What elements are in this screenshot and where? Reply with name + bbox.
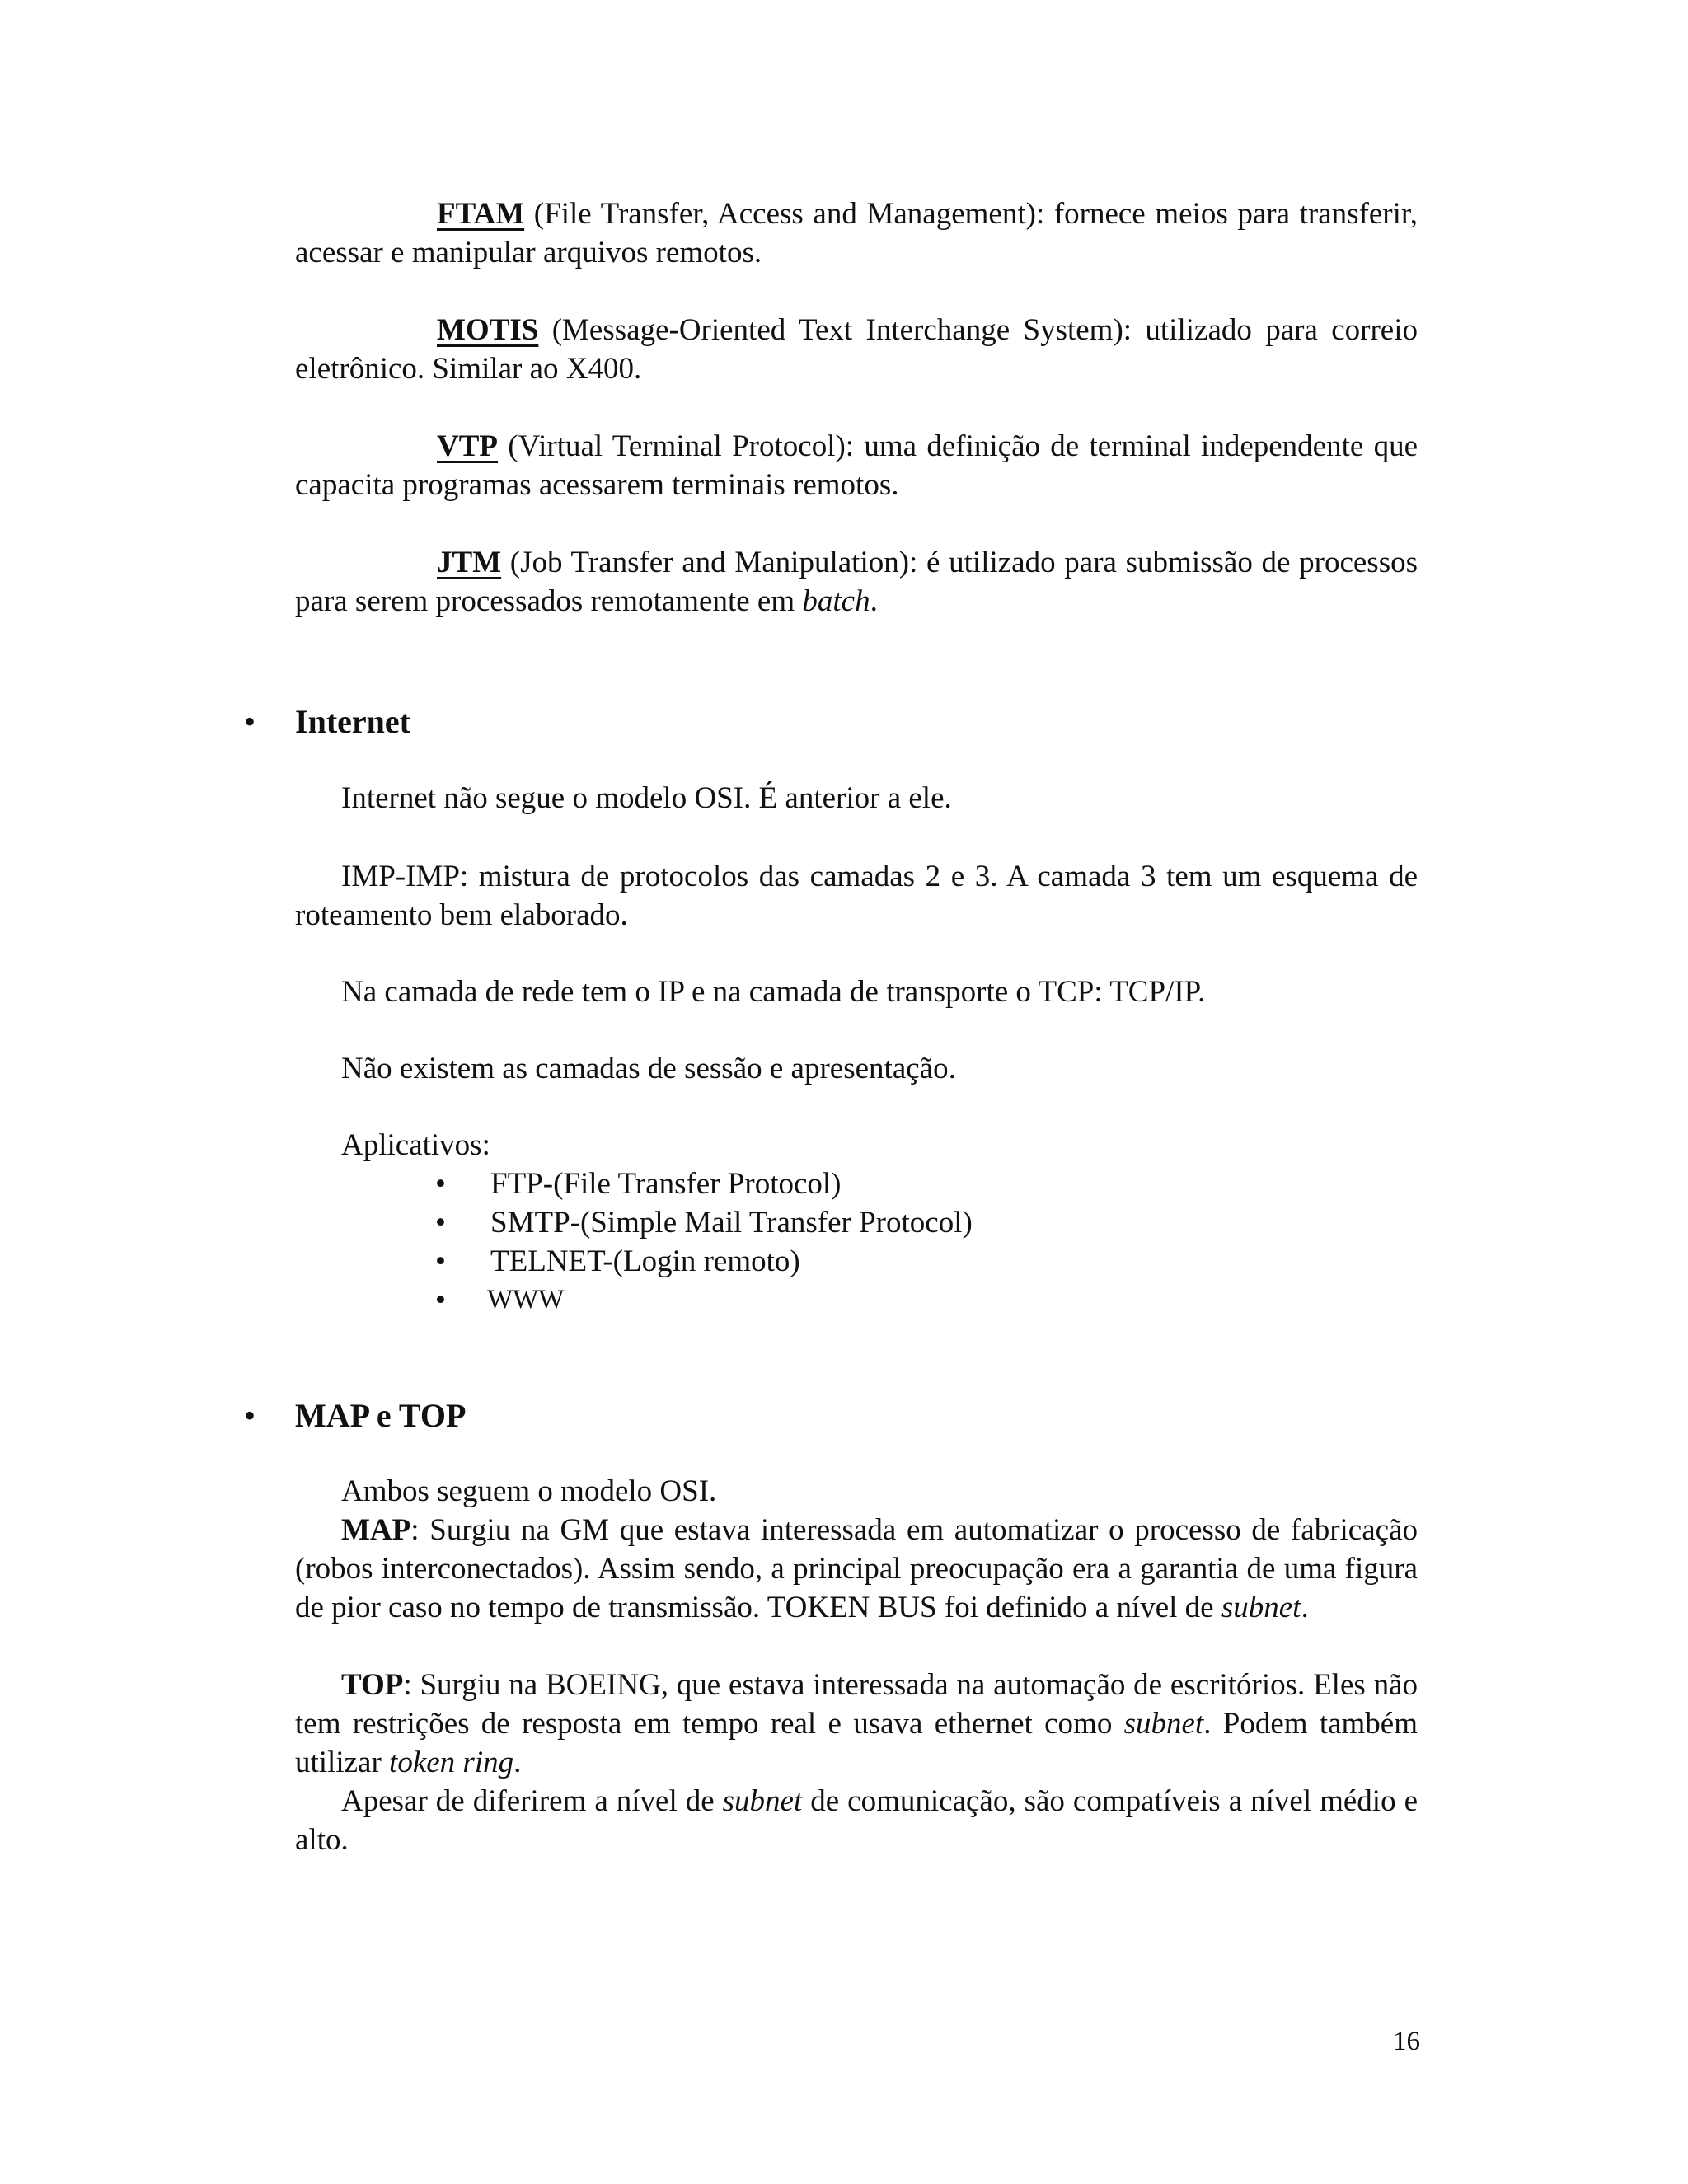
jtm-description: (Job Transfer and Manipulation): é utilizado para submissão de processos para serem processados remotamente em — [295, 546, 1418, 618]
list-item-text: WWW — [487, 1285, 565, 1315]
list-item — [0, 1203, 1688, 1242]
list-item-text: TELNET-(Login remoto) — [490, 1244, 800, 1278]
map-end: . — [1301, 1591, 1309, 1624]
ftam-term: FTAM — [437, 197, 525, 231]
map-paragraph — [295, 1511, 1418, 1627]
bullet-icon: • — [435, 1244, 446, 1278]
ftam-description: (File Transfer, Access and Management): fornece meios para transferir, acessar e manipular arquivos remotos. — [295, 197, 1418, 269]
internet-p1: Internet não segue o modelo OSI. É anterior a ele. — [341, 781, 952, 815]
page-number: 16 — [1393, 2027, 1420, 2056]
top-italic: subnet — [1123, 1707, 1204, 1741]
motis-description: (Message-Oriented Text Interchange System): utilizado para correio eletrônico. Similar ao X400. — [295, 313, 1418, 386]
top-text: : Surgiu na BOEING, que estava interessada na automação de escritórios. Eles não tem restrições de resposta em tempo real e usava ethernet como — [295, 1668, 1418, 1741]
vtp-paragraph — [295, 427, 1418, 504]
p4-end: de comunicação, são compatíveis a nível médio e alto. — [295, 1784, 1418, 1857]
top-label: TOP — [341, 1668, 404, 1702]
map-top-heading-text: MAP e TOP — [295, 1397, 467, 1434]
apps-label: Aplicativos: — [341, 1128, 490, 1162]
jtm-italic: batch — [802, 584, 870, 618]
jtm-term: JTM — [437, 546, 502, 579]
p4-italic: subnet — [722, 1784, 803, 1818]
jtm-paragraph — [295, 543, 1418, 621]
list-item-text: FTP-(File Transfer Protocol) — [490, 1167, 842, 1201]
list-item — [0, 1281, 1688, 1319]
map-italic: subnet — [1221, 1591, 1301, 1624]
list-item-text: SMTP-(Simple Mail Transfer Protocol) — [490, 1206, 973, 1240]
bullet-icon: • — [435, 1206, 446, 1240]
bullet-icon: • — [244, 1397, 256, 1434]
internet-p3: Na camada de rede tem o IP e na camada de transporte o TCP: TCP/IP. — [341, 975, 1206, 1009]
map-text: : Surgiu na GM que estava interessada em automatizar o processo de fabricação (robos interconectados). Assim sendo, a principal preocupação era a garantia de uma figura de pior caso no tempo de transmissão. TOKEN BUS foi definido a nível de — [295, 1513, 1418, 1624]
map-top-p1: Ambos seguem o modelo OSI. — [341, 1474, 717, 1508]
top-mid: . Podem também utilizar — [295, 1707, 1418, 1779]
p4-start: Apesar de diferirem a nível de — [341, 1784, 723, 1818]
ftam-paragraph — [295, 194, 1418, 272]
top-paragraph — [295, 1666, 1418, 1782]
vtp-term: VTP — [437, 429, 498, 463]
motis-paragraph — [295, 311, 1418, 388]
vtp-description: (Virtual Terminal Protocol): uma definição de terminal independente que capacita programas acessarem terminais remotos. — [295, 429, 1418, 502]
top-italic2: token ring — [389, 1746, 514, 1779]
jtm-end: . — [870, 584, 878, 618]
motis-term: MOTIS — [437, 313, 539, 347]
map-top-p4 — [295, 1782, 1418, 1859]
internet-heading-text: Internet — [295, 703, 410, 740]
list-item — [0, 1242, 1688, 1281]
bullet-icon: • — [435, 1283, 446, 1317]
bullet-icon: • — [244, 703, 256, 740]
internet-p2: IMP-IMP: mistura de protocolos das camadas 2 e 3. A camada 3 tem um esquema de roteamento bem elaborado. — [295, 860, 1418, 932]
internet-p4: Não existem as camadas de sessão e apresentação. — [341, 1052, 956, 1085]
map-label: MAP — [341, 1513, 411, 1547]
list-item — [0, 1165, 1688, 1203]
bullet-icon: • — [435, 1167, 446, 1201]
apps-list — [0, 1165, 1688, 1319]
top-end: . — [513, 1746, 522, 1779]
